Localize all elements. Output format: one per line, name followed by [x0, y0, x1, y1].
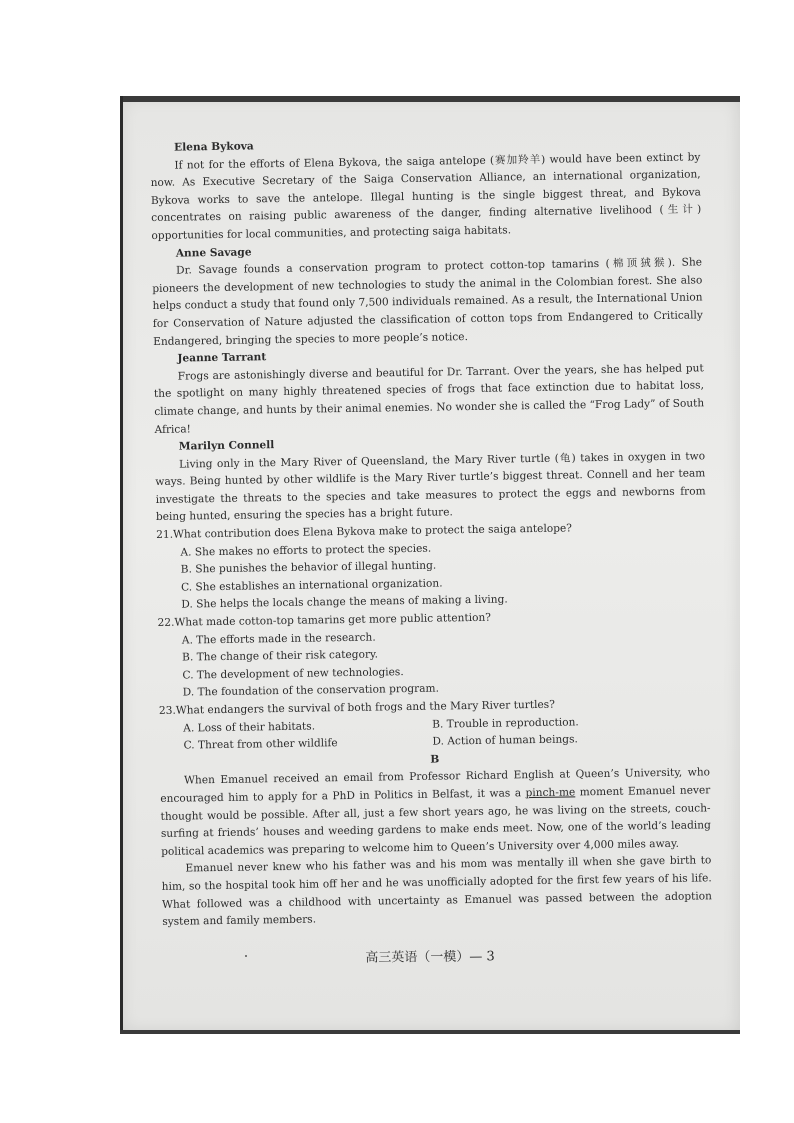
answer-option: C. Threat from other wildlife	[183, 737, 338, 752]
page-footer: 高三英语（一模）— 3	[365, 949, 495, 966]
paragraph-text: When Emanuel received an email from Professor Richard English at Queen’s University, who encouraged him to apply for a PhD in Politics in Belfast, it was a	[160, 766, 711, 805]
section-b-paragraph-1	[160, 765, 711, 862]
profile-jeanne-tarrant	[153, 342, 704, 439]
profile-marilyn-connell	[155, 430, 706, 527]
profile-text: Living only in the Mary River of Queensland, the Mary River turtle (龟) takes in oxygen in two ways. Being hunted by other wildlife is the Mary River turtle’s biggest threat. Connell and her team investigate the threats to the species and take measures to protect the eggs and newborns from being hunted, ensuring the species has a bright future.	[155, 450, 706, 524]
answer-option: A. She makes no efforts to protect the species.	[180, 542, 432, 559]
answer-option: A. Loss of their habitats.	[183, 720, 316, 735]
question-23	[159, 694, 710, 755]
answer-option: B. She punishes the behavior of illegal hunting.	[180, 559, 437, 576]
answer-option: C. The development of new technologies.	[182, 665, 404, 682]
answer-option: D. She helps the locals change the means of making a living.	[181, 593, 508, 612]
answer-option: C. She establishes an international organization.	[180, 577, 443, 594]
question-21	[156, 518, 707, 615]
question-22	[157, 606, 708, 703]
profile-name: Elena Bykova	[174, 140, 254, 154]
photo-edge-top	[120, 96, 740, 102]
answer-option: A. The efforts made in the research.	[181, 631, 376, 647]
exam-page-content	[150, 131, 712, 931]
profile-name: Jeanne Tarrant	[177, 351, 267, 365]
section-b-heading: B	[430, 753, 440, 766]
paragraph-text: moment Emanuel never thought would be possible. After all, just a few short years ago, he was living on the streets, couch-surfing at friends’ houses and weeding gardens to make ends meet. Now, one of the world’s leading political academics was preparing to welcome him to Queen’s University over 4,000 miles away.	[160, 784, 711, 858]
section-b-paragraph-2: Emanuel never knew who his father was and his mom was mentally ill when she gave birth to him, so the hospital took him off her and he was unofficially adopted for the first few years of his life. What followed was a childhood with uncertainty as Emanuel was passed between the adoption system and family members.	[161, 854, 713, 929]
profile-text: If not for the efforts of Elena Bykova, the saiga antelope (赛加羚羊) would have been extinct by now. As Executive Secretary of the Saiga Conservation Alliance, an international organization, Bykova works to save the antelope. Illegal hunting is the single biggest threat, and Bykova concentrates on raising public awareness of the danger, finding alternative livelihood (生计) opportunities for local communities, and protecting saiga habitats.	[150, 150, 702, 242]
answer-option: D. Action of human beings.	[432, 733, 578, 748]
photo-edge-left	[120, 96, 123, 1034]
profile-name: Marilyn Connell	[178, 439, 275, 453]
photo-edge-bottom	[120, 1030, 740, 1034]
profile-text: Frogs are astonishingly diverse and beautiful for Dr. Tarrant. Over the years, she has helped put the spotlight on many highly threatened species of frogs that face extinction due to habitat loss, climate change, and hunts by their animal enemies. No wonder she is called the “Frog Lady” of South Africa!	[153, 362, 705, 436]
profile-text: Dr. Savage founds a conservation program to protect cotton-top tamarins (棉顶狨猴). She pioneers the development of new technologies to study the animal in the Colombian forest. She also helps conduct a study that found only 7,500 individuals remained. As a result, the International Union for Conservation of Nature adjusted the classification of cotton tops from Endangered to Critically Endangered, bringing the species to more people’s notice.	[152, 256, 703, 348]
profile-anne-savage	[152, 237, 704, 351]
answer-option: D. The foundation of the conservation program.	[182, 682, 439, 699]
underlined-phrase: pinch-me	[525, 786, 576, 800]
profile-elena-bykova	[150, 131, 702, 245]
answer-option: B. Trouble in reproduction.	[432, 715, 579, 731]
profile-name: Anne Savage	[175, 245, 252, 260]
question-stem: 23.What endangers the survival of both frogs and the Mary River turtles?	[158, 698, 555, 717]
question-stem: 22.What made cotton-top tamarins get more public attention?	[157, 611, 492, 629]
answer-option: B. The change of their risk category.	[182, 648, 379, 664]
question-stem: 21.What contribution does Elena Bykova make to protect the saiga antelope?	[156, 522, 572, 542]
